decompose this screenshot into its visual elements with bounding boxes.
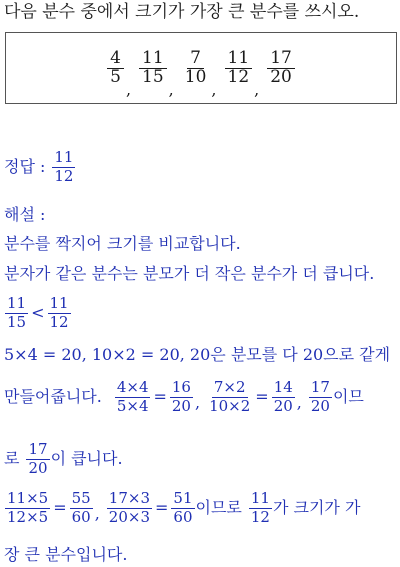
answer-fraction — [52, 150, 75, 185]
numerator: 7×2 — [213, 378, 246, 396]
equals-sign: = — [53, 498, 67, 518]
explanation-line: 장 큰 분수입니다. — [4, 545, 128, 564]
denominator: 20 — [171, 396, 191, 415]
fraction — [70, 491, 93, 526]
comma: , — [168, 80, 174, 99]
numerator: 51 — [173, 489, 193, 507]
fraction — [115, 380, 151, 415]
numerator: 55 — [71, 489, 91, 507]
denominator: 10×2 — [209, 396, 251, 415]
numerator: 17 — [28, 440, 48, 458]
question-text: 다음 분수 중에서 크기가 가장 큰 분수를 쓰시오. — [4, 2, 360, 22]
numerator: 16 — [171, 378, 191, 396]
comma: , — [94, 503, 100, 523]
denominator: 12×5 — [7, 507, 49, 526]
explanation-line — [4, 491, 360, 526]
fraction — [170, 380, 193, 415]
equals-sign: = — [153, 387, 167, 407]
choice-fraction — [139, 47, 167, 87]
fraction — [5, 296, 28, 331]
text: 만들어줍니다. — [4, 387, 102, 407]
denominator: 12 — [54, 166, 74, 185]
denominator: 15 — [7, 312, 27, 331]
equals-sign: = — [255, 387, 269, 407]
explanation-line: 5×4 = 20, 10×2 = 20, 20은 분모를 다 20으로 같게 — [4, 345, 391, 364]
denominator: 12 — [250, 507, 270, 526]
denominator: 15 — [142, 66, 164, 87]
choices-box — [5, 32, 397, 104]
fraction — [48, 296, 71, 331]
numerator: 17 — [267, 50, 295, 69]
numerator: 11 — [139, 50, 167, 69]
numerator: 11 — [54, 148, 74, 166]
solution-label: 정답 : — [4, 157, 46, 177]
numerator: 4×4 — [116, 378, 149, 396]
solution-line — [4, 150, 76, 185]
denominator: 20 — [310, 396, 330, 415]
less-than-sign: < — [31, 303, 45, 323]
explanation-line — [4, 442, 123, 477]
numerator: 11 — [49, 294, 69, 312]
explanation-line — [4, 380, 364, 415]
fraction — [272, 380, 295, 415]
choice-fraction — [182, 47, 210, 87]
choice-fraction — [225, 47, 253, 87]
fraction — [107, 491, 152, 526]
fraction — [171, 491, 194, 526]
denominator: 12 — [227, 66, 250, 87]
numerator: 11 — [225, 50, 253, 69]
choice-fraction — [107, 47, 124, 87]
equals-sign: = — [155, 498, 169, 518]
denominator: 10 — [184, 66, 207, 87]
denominator: 60 — [71, 507, 91, 526]
numerator: 17 — [310, 378, 330, 396]
denominator: 5×4 — [116, 396, 149, 415]
numerator: 7 — [187, 50, 204, 69]
explanation-line: 분수를 짝지어 크기를 비교합니다. — [4, 234, 241, 253]
comma: , — [254, 80, 260, 99]
numerator: 11 — [250, 489, 270, 507]
denominator: 60 — [173, 507, 193, 526]
comma: , — [211, 80, 217, 99]
text: 이 큽니다. — [50, 449, 123, 469]
denominator: 12 — [49, 312, 69, 331]
fraction — [207, 380, 252, 415]
numerator: 11 — [7, 294, 27, 312]
text: 로 — [4, 449, 20, 469]
numerator: 11×5 — [7, 489, 49, 507]
numerator: 14 — [273, 378, 293, 396]
comma: , — [194, 392, 201, 412]
numerator: 17×3 — [108, 489, 150, 507]
fraction — [249, 491, 272, 526]
fraction — [309, 380, 332, 415]
choice-fraction — [267, 47, 295, 87]
fraction — [26, 442, 49, 477]
text: 가 크기가 가 — [272, 498, 361, 518]
denominator: 5 — [110, 66, 121, 87]
numerator: 4 — [107, 50, 124, 69]
comma: , — [296, 392, 302, 412]
explanation-line: 분자가 같은 분수는 분모가 더 작은 분수가 더 큽니다. — [4, 264, 375, 283]
text: 이므 — [332, 387, 364, 407]
comparison-line — [4, 296, 72, 331]
explanation-label: 해설 : — [4, 205, 46, 224]
denominator: 20 — [270, 66, 292, 87]
denominator: 20×3 — [108, 507, 150, 526]
fraction — [5, 491, 50, 526]
denominator: 20 — [273, 396, 293, 415]
denominator: 20 — [28, 458, 48, 477]
text: 이므로 — [195, 498, 242, 518]
comma: , — [125, 80, 132, 99]
